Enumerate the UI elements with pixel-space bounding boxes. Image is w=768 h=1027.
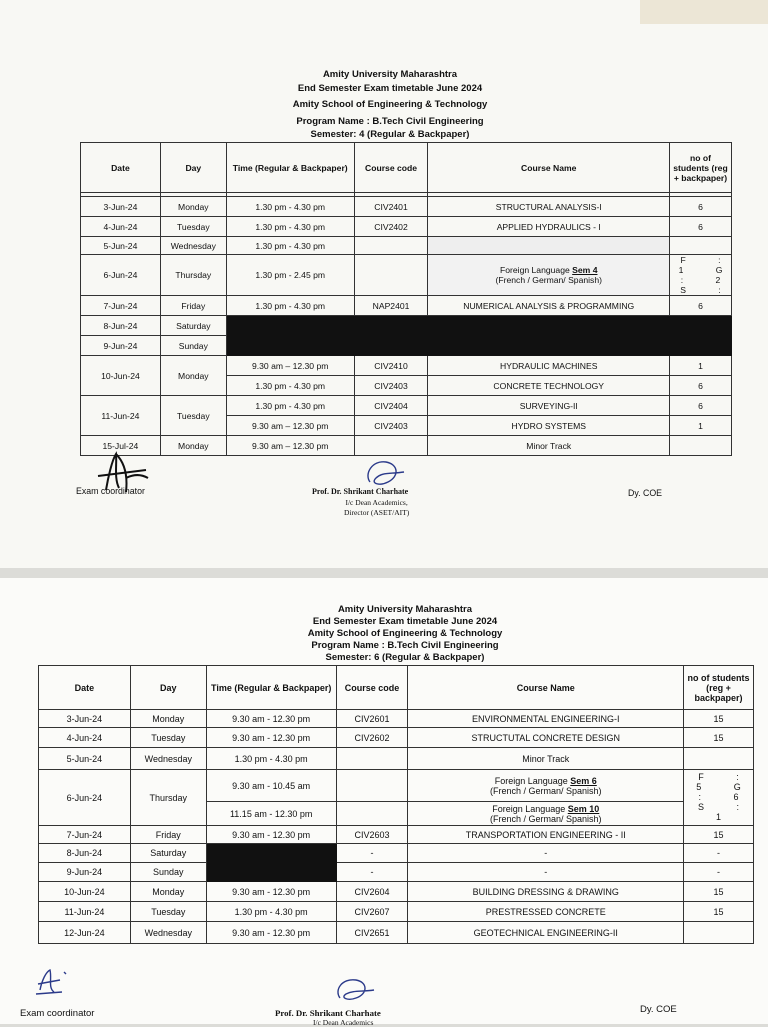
col-time: Time (Regular & Backpaper) xyxy=(226,143,354,193)
university-name: Amity University Maharashtra xyxy=(337,604,473,615)
program-name: Program Name : B.Tech Civil Engineering xyxy=(296,115,484,127)
col-day: Day xyxy=(130,666,206,710)
table-row: 5-Jun-24 Wednesday 1.30 pm - 4.30 pm Minor Track xyxy=(39,748,754,770)
col-course-name: Course Name xyxy=(428,143,670,193)
tape-strip xyxy=(640,0,768,24)
table-row: 3-Jun-24 Monday 1.30 pm - 4.30 pm CIV2401 STRUCTURAL ANALYSIS-I 6 xyxy=(81,197,732,217)
table-row: 5-Jun-24 Wednesday 1.30 pm - 4.30 pm xyxy=(81,237,732,255)
table-row: 6-Jun-24 Thursday 1.30 pm - 2.45 pm Foreign Language Sem 4 (French / German/ Spanish) F : 1 G : 2 S : xyxy=(81,255,732,296)
col-time: Time (Regular & Backpaper) xyxy=(206,666,336,710)
col-day: Day xyxy=(160,143,226,193)
table-row: 9.30 am – 12.30 pm CIV2403 HYDRO SYSTEMS 1 xyxy=(81,416,732,436)
program-name: Program Name : B.Tech Civil Engineering xyxy=(311,640,499,651)
exam-coordinator-label: Exam coordinator xyxy=(20,1008,95,1019)
school-name: Amity School of Engineering & Technology xyxy=(307,628,503,639)
foreign-language-cell: Foreign Language Sem 4 (French / German/ Spanish) xyxy=(428,255,670,296)
table-row: 3-Jun-24 Monday 9.30 am - 12.30 pm CIV2601 ENVIRONMENTAL ENGINEERING-I 15 xyxy=(39,710,754,728)
table-row: 9-Jun-24 Sunday - - - xyxy=(39,863,754,882)
table-header-row xyxy=(81,143,732,193)
dean-titles: I/c Dean Academics, Director (ASET/AIT) xyxy=(344,498,410,517)
col-date: Date xyxy=(81,143,161,193)
table-row: 7-Jun-24 Friday 1.30 pm - 4.30 pm NAP2401 NUMERICAL ANALYSIS & PROGRAMMING 6 xyxy=(81,296,732,316)
dean-signature xyxy=(332,976,378,1006)
school-name: Amity School of Engineering & Technology xyxy=(292,99,488,110)
coordinator-signature xyxy=(32,966,72,1000)
holiday-block xyxy=(206,863,336,882)
dean-signature xyxy=(360,456,410,490)
dy-coe-label: Dy. COE xyxy=(640,1004,677,1015)
col-course-name: Course Name xyxy=(408,666,684,710)
dean-name: Prof. Dr. Shrikant Charhate xyxy=(275,1008,381,1018)
col-date: Date xyxy=(39,666,131,710)
foreign-language-cell: Foreign Language Sem 10 (French / German/ Spanish) xyxy=(408,802,684,826)
sheet-semester-6 xyxy=(0,578,768,1027)
table-row: 7-Jun-24 Friday 9.30 am - 12.30 pm CIV2603 TRANSPORTATION ENGINEERING - II 15 xyxy=(39,826,754,844)
exam-coordinator-label: Exam coordinator xyxy=(76,486,145,496)
dean-name: Prof. Dr. Shrikant Charhate xyxy=(312,487,409,496)
holiday-block xyxy=(226,316,731,336)
table-row: 8-Jun-24 Saturday - - - xyxy=(39,844,754,863)
dean-title: I/c Dean Academics xyxy=(313,1018,374,1027)
holiday-block xyxy=(206,844,336,863)
university-name: Amity University Maharashtra xyxy=(322,69,458,80)
col-code: Course code xyxy=(336,666,408,710)
table-row: 9-Jun-24 Sunday xyxy=(81,336,732,356)
exam-title: End Semester Exam timetable June 2024 xyxy=(312,616,498,627)
foreign-language-cell: Foreign Language Sem 6 (French / German/ Spanish) xyxy=(408,770,684,802)
col-students: no of students (reg + backpaper) xyxy=(684,666,754,710)
table-row: 4-Jun-24 Tuesday 9.30 am - 12.30 pm CIV2602 STRUCTUTAL CONCRETE DESIGN 15 xyxy=(39,728,754,748)
dy-coe-label: Dy. COE xyxy=(628,488,663,498)
table-row: 1.30 pm - 4.30 pm CIV2403 CONCRETE TECHNOLOGY 6 xyxy=(81,376,732,396)
holiday-block xyxy=(226,336,731,356)
table-row: 15-Jul-24 Monday 9.30 am – 12.30 pm Minor Track xyxy=(81,436,732,456)
table-row: 4-Jun-24 Tuesday 1.30 pm - 4.30 pm CIV2402 APPLIED HYDRAULICS - I 6 xyxy=(81,217,732,237)
table-row: 6-Jun-24 Thursday 9.30 am - 10.45 am Foreign Language Sem 6 (French / German/ Spanish) F : 5 G : 6 S : 1 xyxy=(39,770,754,802)
col-students: no of students (reg + backpaper) xyxy=(670,143,732,193)
table-row: 10-Jun-24 Monday 9.30 am - 12.30 pm CIV2604 BUILDING DRESSING & DRAWING 15 xyxy=(39,882,754,902)
table-row: 12-Jun-24 Wednesday 9.30 am - 12.30 pm CIV2651 GEOTECHNICAL ENGINEERING-II xyxy=(39,922,754,944)
table-row: 11.15 am - 12.30 pm Foreign Language Sem 10 (French / German/ Spanish) xyxy=(39,802,754,826)
semester-label: Semester: 4 (Regular & Backpaper) xyxy=(310,129,470,140)
table-row: 8-Jun-24 Saturday xyxy=(81,316,732,336)
table-header-row xyxy=(39,666,754,710)
col-code: Course code xyxy=(354,143,428,193)
exam-title: End Semester Exam timetable June 2024 xyxy=(297,82,483,94)
timetable-sem6 xyxy=(38,665,754,944)
table-row: 10-Jun-24 Monday 9.30 am – 12.30 pm CIV2410 HYDRAULIC MACHINES 1 xyxy=(81,356,732,376)
sheet2-header xyxy=(230,604,580,664)
table-row: 11-Jun-24 Tuesday 1.30 pm - 4.30 pm CIV2607 PRESTRESSED CONCRETE 15 xyxy=(39,902,754,922)
sheet1-header xyxy=(230,68,550,142)
timetable-sem4 xyxy=(80,142,732,456)
semester-label: Semester: 6 (Regular & Backpaper) xyxy=(325,652,485,663)
table-row: 11-Jun-24 Tuesday 1.30 pm - 4.30 pm CIV2404 SURVEYING-II 6 xyxy=(81,396,732,416)
